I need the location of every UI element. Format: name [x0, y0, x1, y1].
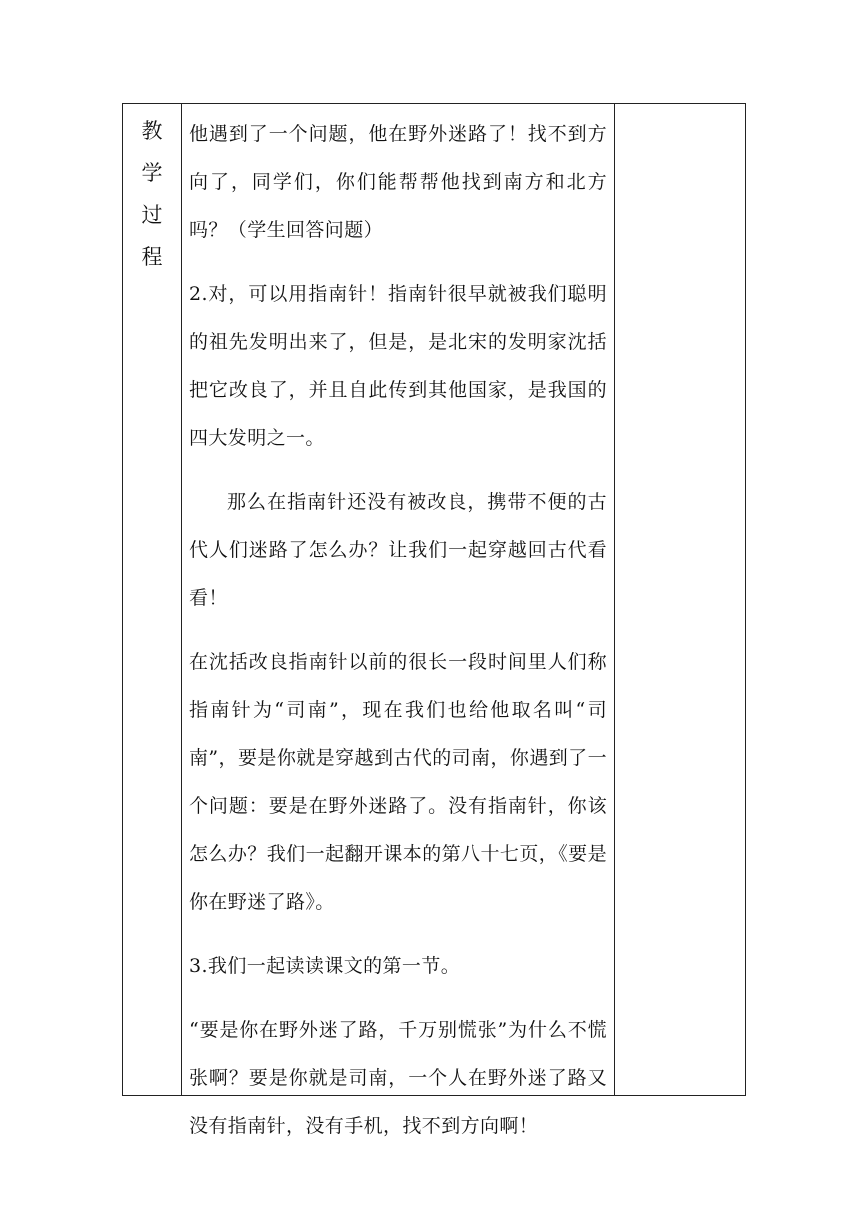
paragraph-intro-problem: 他遇到了一个问题，他在野外迷路了！找不到方向了，同学们，你们能帮帮他找到南方和北方吗？（学生回答问题） — [189, 123, 607, 241]
section-label-char: 学 — [141, 161, 163, 185]
section-label-char: 过 — [141, 203, 163, 227]
notes-cell — [615, 104, 745, 1095]
section-label-char: 程 — [141, 245, 163, 269]
paragraph-sinan: 在沈括改良指南针以前的很长一段时间里人们称指南针为“司南”，现在我们也给他取名叫“司南”，要是你就是穿越到古代的司南，你遇到了一个问题：要是在野外迷路了。没有指南针，你该怎么办？我们一起翻开课本的第八十七页，《要是你在野迷了路》。 — [189, 651, 607, 913]
section-label-char: 教 — [141, 119, 163, 143]
paragraph-compass: 2.对，可以用指南针！指南针很早就被我们聪明的祖先发明出来了，但是，是北宋的发明家沈括把它改良了，并且自此传到其他国家，是我国的四大发明之一。 — [189, 283, 607, 449]
teaching-process-cell — [182, 104, 615, 1137]
paragraph-ancient-times: 那么在指南针还没有被改良，携带不便的古代人们迷路了怎么办？让我们一起穿越回古代看看！ — [189, 491, 607, 609]
paragraph-read-section: 3.我们一起读读课文的第一节。 — [189, 955, 461, 977]
teaching-process-text — [189, 110, 607, 1166]
section-label — [123, 110, 181, 278]
paragraph-dont-panic: “要是你在野外迷了路，千万别慌张”为什么不慌张啊？要是你就是司南，一个人在野外迷了路又没有指南针，没有手机，找不到方向啊！ — [189, 1019, 607, 1137]
section-label-cell — [123, 104, 182, 1095]
lesson-plan-table — [122, 103, 746, 1137]
